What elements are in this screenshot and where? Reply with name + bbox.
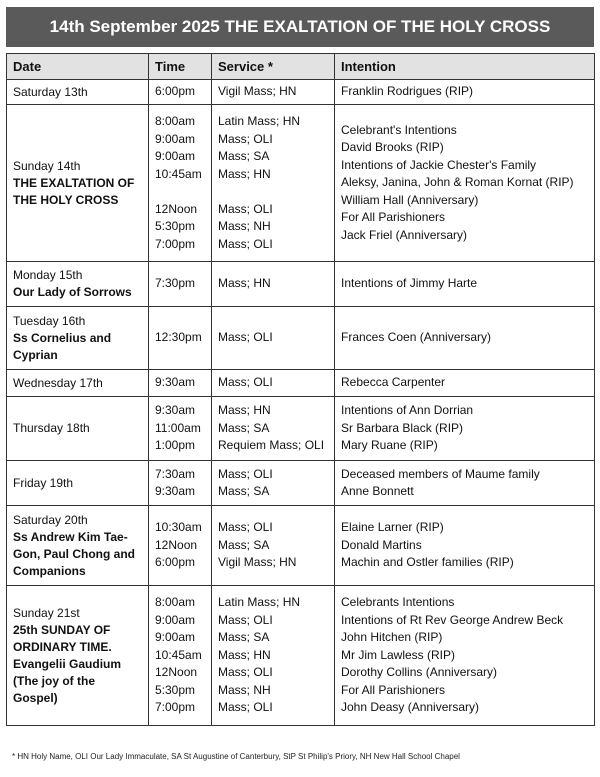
date-cell bbox=[7, 370, 149, 397]
service-text: Mass; OLI bbox=[218, 466, 273, 481]
service-text: Requiem Mass; OLI bbox=[218, 438, 325, 453]
intention-text: John Hitchen (RIP) bbox=[341, 630, 443, 645]
service-cell bbox=[212, 461, 335, 506]
day-label: Sunday 21st bbox=[13, 605, 80, 620]
time-text: 5:30pm bbox=[155, 219, 196, 233]
intention-text: Intentions of Ann Dorrian bbox=[341, 403, 474, 418]
service-cell bbox=[212, 506, 335, 586]
service-text: Mass; OLI bbox=[218, 131, 273, 146]
day-label: Wednesday 17th bbox=[13, 375, 103, 390]
time-text: 1:00pm bbox=[155, 438, 196, 453]
footnote: * HN Holy Name, OLI Our Lady Immaculate, SA St Augustine of Canterbury, StP St Philip's Priory, NH New Hall School Chapel bbox=[12, 752, 460, 761]
intention-text: Machin and Ostler families (RIP) bbox=[341, 555, 514, 570]
intention-text: Rebecca Carpenter bbox=[341, 375, 446, 390]
time-cell bbox=[149, 397, 212, 461]
time-text: 12Noon bbox=[155, 665, 198, 680]
intention-text: Celebrants Intentions bbox=[341, 595, 455, 610]
feast-label: 25th SUNDAY OF ORDINARY TIME. Evangelii Gaudium (The joy of the Gospel) bbox=[13, 622, 122, 705]
time-cell bbox=[149, 506, 212, 586]
time-text: 7:00pm bbox=[155, 700, 196, 715]
header-intention: Intention bbox=[335, 54, 595, 80]
service-cell bbox=[212, 307, 335, 370]
time-text: 9:00am bbox=[155, 131, 196, 146]
time-cell bbox=[149, 370, 212, 397]
time-text: 10:45am bbox=[155, 166, 202, 181]
schedule-row bbox=[7, 105, 595, 262]
service-text: Mass; OLI bbox=[218, 612, 273, 627]
time-text: 10:45am bbox=[155, 647, 202, 662]
intention-cell bbox=[335, 397, 595, 461]
schedule-row bbox=[7, 397, 595, 461]
day-label: Monday 15th bbox=[13, 268, 83, 282]
schedule-row bbox=[7, 506, 595, 586]
intention-text: Aleksy, Janina, John & Roman Kornat (RIP) bbox=[341, 175, 574, 190]
intention-cell bbox=[335, 262, 595, 307]
schedule-row bbox=[7, 370, 595, 397]
date-cell bbox=[7, 105, 149, 262]
time-text: 10:30am bbox=[155, 520, 202, 535]
feast-label: Ss Cornelius and Cyprian bbox=[13, 330, 112, 362]
intention-text: Donald Martins bbox=[341, 537, 422, 552]
time-text: 12:30pm bbox=[155, 330, 202, 345]
day-label: Saturday 13th bbox=[13, 84, 88, 99]
header-row bbox=[7, 54, 595, 80]
time-text: 9:00am bbox=[155, 612, 196, 627]
intention-text: William Hall (Anniversary) bbox=[341, 192, 479, 207]
intention-text: John Deasy (Anniversary) bbox=[341, 700, 480, 715]
time-cell bbox=[149, 80, 212, 105]
time-text: 5:30pm bbox=[155, 682, 196, 697]
time-cell bbox=[149, 586, 212, 726]
intention-cell bbox=[335, 586, 595, 726]
time-text: 9:00am bbox=[155, 630, 196, 645]
service-text: Mass; HN bbox=[218, 403, 271, 418]
header-service: Service * bbox=[212, 54, 335, 80]
service-text: Mass; HN bbox=[218, 166, 271, 181]
time-text: 9:00am bbox=[155, 149, 196, 163]
service-cell bbox=[212, 370, 335, 397]
intention-text: For All Parishioners bbox=[341, 682, 446, 697]
time-text: 9:30am bbox=[155, 403, 196, 418]
day-label: Tuesday 16th bbox=[13, 313, 86, 328]
mass-schedule-table bbox=[6, 53, 595, 726]
service-text: Mass; SA bbox=[218, 484, 270, 498]
time-cell bbox=[149, 307, 212, 370]
service-cell bbox=[212, 262, 335, 307]
service-cell bbox=[212, 80, 335, 105]
service-text: Mass; OLI bbox=[218, 665, 273, 680]
time-text: 7:30pm bbox=[155, 276, 196, 291]
intention-cell bbox=[335, 105, 595, 262]
service-cell bbox=[212, 586, 335, 726]
date-cell bbox=[7, 262, 149, 307]
service-text: Mass; HN bbox=[218, 647, 271, 662]
service-text: Mass; OLI bbox=[218, 236, 273, 251]
date-cell bbox=[7, 586, 149, 726]
day-label: Saturday 20th bbox=[13, 512, 88, 527]
schedule-row bbox=[7, 80, 595, 105]
intention-text: Frances Coen (Anniversary) bbox=[341, 330, 492, 345]
time-cell bbox=[149, 461, 212, 506]
date-cell bbox=[7, 307, 149, 370]
day-label: Sunday 14th bbox=[13, 158, 81, 173]
time-text: 8:00am bbox=[155, 595, 196, 610]
service-text: Latin Mass; HN bbox=[218, 595, 301, 610]
schedule-row bbox=[7, 262, 595, 307]
time-text: 9:30am bbox=[155, 484, 196, 498]
header-time: Time bbox=[149, 54, 212, 80]
time-text: 12Noon bbox=[155, 201, 198, 216]
service-text: Mass; OLI bbox=[218, 201, 273, 216]
intention-text: Jack Friel (Anniversary) bbox=[341, 227, 468, 242]
intention-cell bbox=[335, 80, 595, 105]
service-text: Latin Mass; HN bbox=[218, 114, 301, 128]
intention-text: For All Parishioners bbox=[341, 210, 446, 225]
time-text: 8:00am bbox=[155, 114, 196, 128]
intention-text: Dorothy Collins (Anniversary) bbox=[341, 665, 498, 680]
service-cell bbox=[212, 397, 335, 461]
intention-text: David Brooks (RIP) bbox=[341, 140, 444, 155]
header-date: Date bbox=[7, 54, 149, 80]
intention-cell bbox=[335, 307, 595, 370]
service-cell bbox=[212, 105, 335, 262]
service-text: Mass; OLI bbox=[218, 520, 273, 535]
time-text: 6:00pm bbox=[155, 84, 196, 99]
intention-text: Mary Ruane (RIP) bbox=[341, 438, 438, 453]
service-text: Mass; OLI bbox=[218, 330, 273, 345]
feast-label: Ss Andrew Kim Tae-Gon, Paul Chong and Companions bbox=[13, 529, 135, 578]
intention-text: Deceased members of Maume family bbox=[341, 466, 540, 481]
feast-label: THE EXALTATION OF THE HOLY CROSS bbox=[13, 175, 135, 207]
intention-text: Elaine Larner (RIP) bbox=[341, 520, 444, 535]
intention-text: Mr Jim Lawless (RIP) bbox=[341, 647, 456, 662]
service-text: Mass; HN bbox=[218, 276, 271, 291]
intention-text: Sr Barbara Black (RIP) bbox=[341, 420, 464, 435]
day-label: Friday 19th bbox=[13, 475, 74, 490]
schedule-row bbox=[7, 461, 595, 506]
date-cell bbox=[7, 461, 149, 506]
intention-cell bbox=[335, 370, 595, 397]
service-text: Mass; SA bbox=[218, 149, 270, 163]
schedule-row bbox=[7, 586, 595, 726]
service-text: Vigil Mass; HN bbox=[218, 84, 297, 99]
intention-text: Celebrant's Intentions bbox=[341, 122, 457, 137]
service-text: Mass; SA bbox=[218, 537, 270, 552]
time-text: 12Noon bbox=[155, 537, 198, 552]
schedule-row bbox=[7, 307, 595, 370]
intention-text: Intentions of Jackie Chester's Family bbox=[341, 157, 537, 172]
date-cell bbox=[7, 397, 149, 461]
day-label: Thursday 18th bbox=[13, 421, 90, 435]
intention-text: Intentions of Rt Rev George Andrew Beck bbox=[341, 612, 564, 627]
time-cell bbox=[149, 262, 212, 307]
intention-text: Anne Bonnett bbox=[341, 484, 414, 498]
feast-label: Our Lady of Sorrows bbox=[13, 285, 132, 299]
time-text: 11:00am bbox=[155, 420, 201, 435]
intention-text: Intentions of Jimmy Harte bbox=[341, 276, 478, 291]
time-text: 6:00pm bbox=[155, 555, 196, 570]
intention-text: Franklin Rodrigues (RIP) bbox=[341, 84, 474, 99]
time-text: 9:30am bbox=[155, 375, 196, 390]
service-text: Vigil Mass; HN bbox=[218, 555, 297, 570]
intention-cell bbox=[335, 506, 595, 586]
date-cell bbox=[7, 506, 149, 586]
service-text: Mass; SA bbox=[218, 630, 270, 645]
date-cell bbox=[7, 80, 149, 105]
page-title: 14th September 2025 THE EXALTATION OF THE HOLY CROSS bbox=[6, 7, 594, 47]
service-text: Mass; NH bbox=[218, 682, 271, 697]
service-text: Mass; SA bbox=[218, 420, 270, 435]
service-text: Mass; OLI bbox=[218, 375, 273, 390]
time-cell bbox=[149, 105, 212, 262]
schedule-body bbox=[7, 80, 595, 726]
time-text: 7:30am bbox=[155, 466, 196, 481]
service-text: Mass; OLI bbox=[218, 700, 273, 715]
time-text: 7:00pm bbox=[155, 236, 196, 251]
service-text: Mass; NH bbox=[218, 219, 271, 233]
intention-cell bbox=[335, 461, 595, 506]
